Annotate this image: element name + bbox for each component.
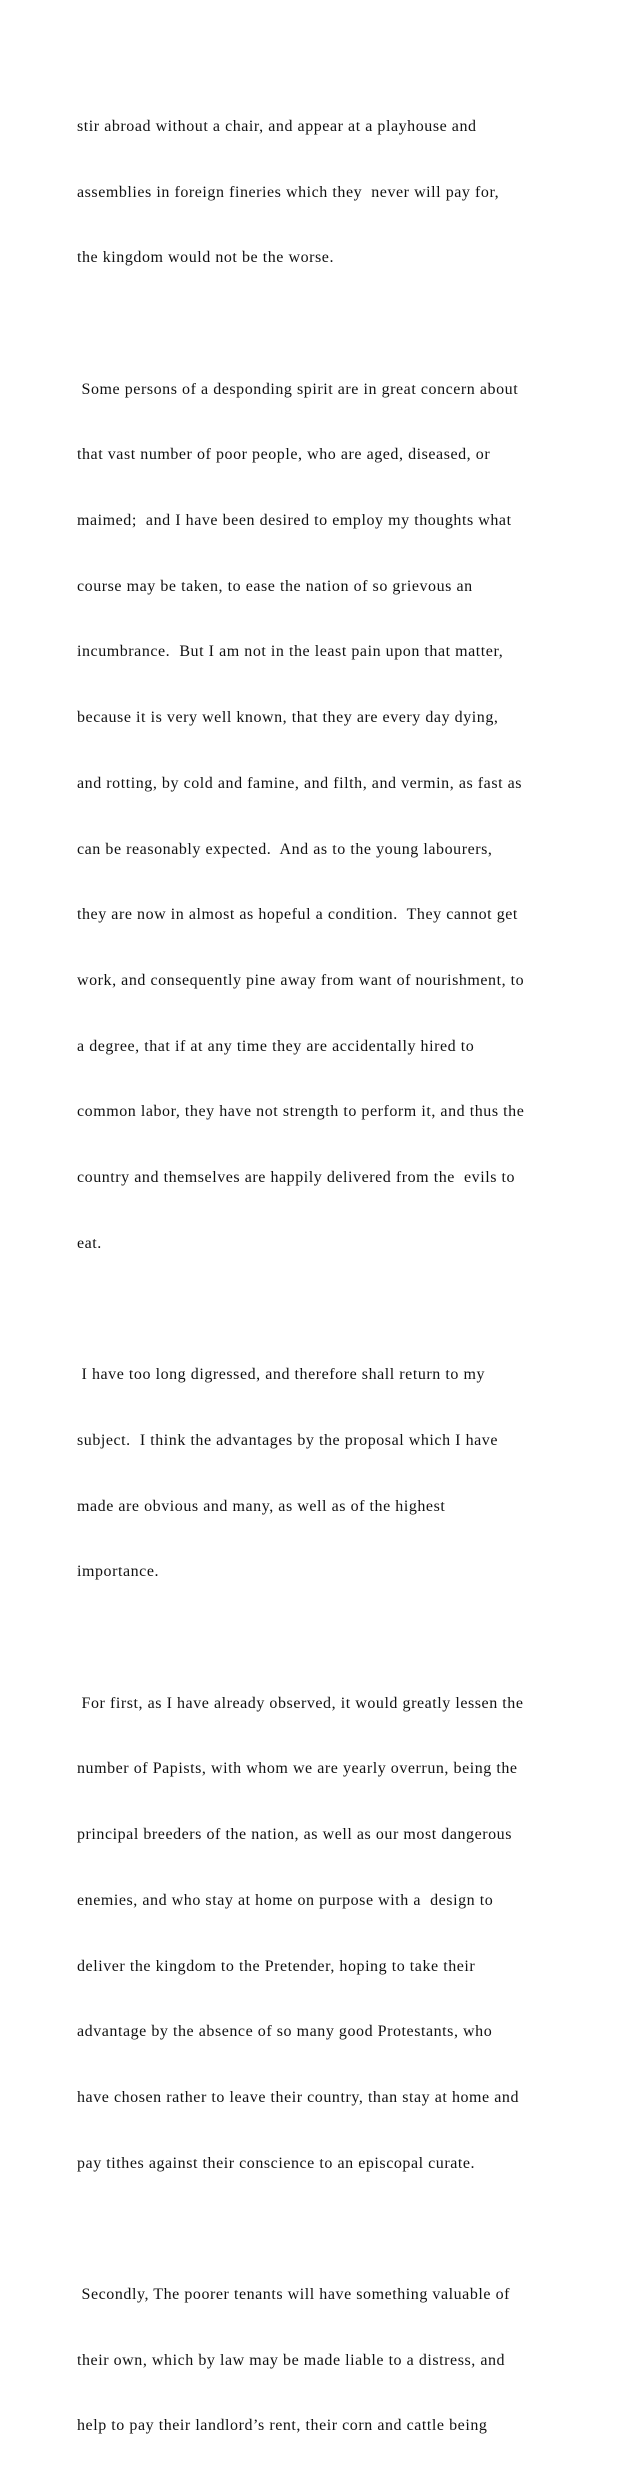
- text-line: pay tithes against their conscience to an episcopal curate.: [77, 2154, 476, 2172]
- text-line: principal breeders of the nation, as well as our most dangerous: [77, 1826, 512, 1844]
- text-line: a degree, that if at any time they are accidentally hired to: [77, 1037, 475, 1055]
- blank-line: [77, 1298, 577, 1320]
- text-line: have chosen rather to leave their country, than stay at home and: [77, 2088, 520, 2106]
- text-line: enemies, and who stay at home on purpose with a design to: [77, 1891, 494, 1909]
- text-line: incumbrance. But I am not in the least pain upon that matter,: [77, 643, 504, 661]
- text-line: that vast number of poor people, who are aged, diseased, or: [77, 446, 491, 464]
- document-text: [77, 72, 577, 2481]
- text-line: deliver the kingdom to the Pretender, hoping to take their: [77, 1957, 476, 1975]
- text-line: maimed; and I have been desired to employ my thoughts what: [77, 512, 512, 530]
- text-line: made are obvious and many, as well as of the highest: [77, 1497, 446, 1515]
- text-line: common labor, they have not strength to perform it, and thus the: [77, 1103, 525, 1121]
- text-line: I have too long digressed, and therefore shall return to my: [77, 1366, 485, 1384]
- blank-line: [77, 2218, 577, 2240]
- text-line: importance.: [77, 1563, 160, 1581]
- text-line: and rotting, by cold and famine, and filth, and vermin, as fast as: [77, 774, 523, 792]
- blank-line: [77, 1627, 577, 1649]
- text-line: can be reasonably expected. And as to the young labourers,: [77, 840, 493, 858]
- blank-line: [77, 313, 577, 335]
- text-line: course may be taken, to ease the nation of so grievous an: [77, 577, 473, 595]
- text-line: country and themselves are happily delivered from the evils to: [77, 1169, 516, 1187]
- text-line: Secondly, The poorer tenants will have something valuable of: [77, 2286, 511, 2304]
- text-line: eat.: [77, 1234, 102, 1252]
- text-line: Some persons of a desponding spirit are in great concern about: [77, 380, 519, 398]
- text-line: because it is very well known, that they are every day dying,: [77, 709, 499, 727]
- text-line: For first, as I have already observed, it would greatly lessen the: [77, 1694, 524, 1712]
- text-line: their own, which by law may be made liable to a distress, and: [77, 2351, 506, 2369]
- text-line: subject. I think the advantages by the proposal which I have: [77, 1431, 498, 1449]
- text-line: help to pay their landlord’s rent, their corn and cattle being: [77, 2417, 488, 2435]
- text-line: work, and consequently pine away from want of nourishment, to: [77, 971, 525, 989]
- text-line: number of Papists, with whom we are yearly overrun, being the: [77, 1760, 518, 1778]
- text-line: the kingdom would not be the worse.: [77, 249, 334, 267]
- text-line: assemblies in foreign fineries which they never will pay for,: [77, 183, 500, 201]
- text-line: stir abroad without a chair, and appear at a playhouse and: [77, 117, 477, 135]
- text-line: advantage by the absence of so many good Protestants, who: [77, 2023, 493, 2041]
- text-line: they are now in almost as hopeful a condition. They cannot get: [77, 906, 518, 924]
